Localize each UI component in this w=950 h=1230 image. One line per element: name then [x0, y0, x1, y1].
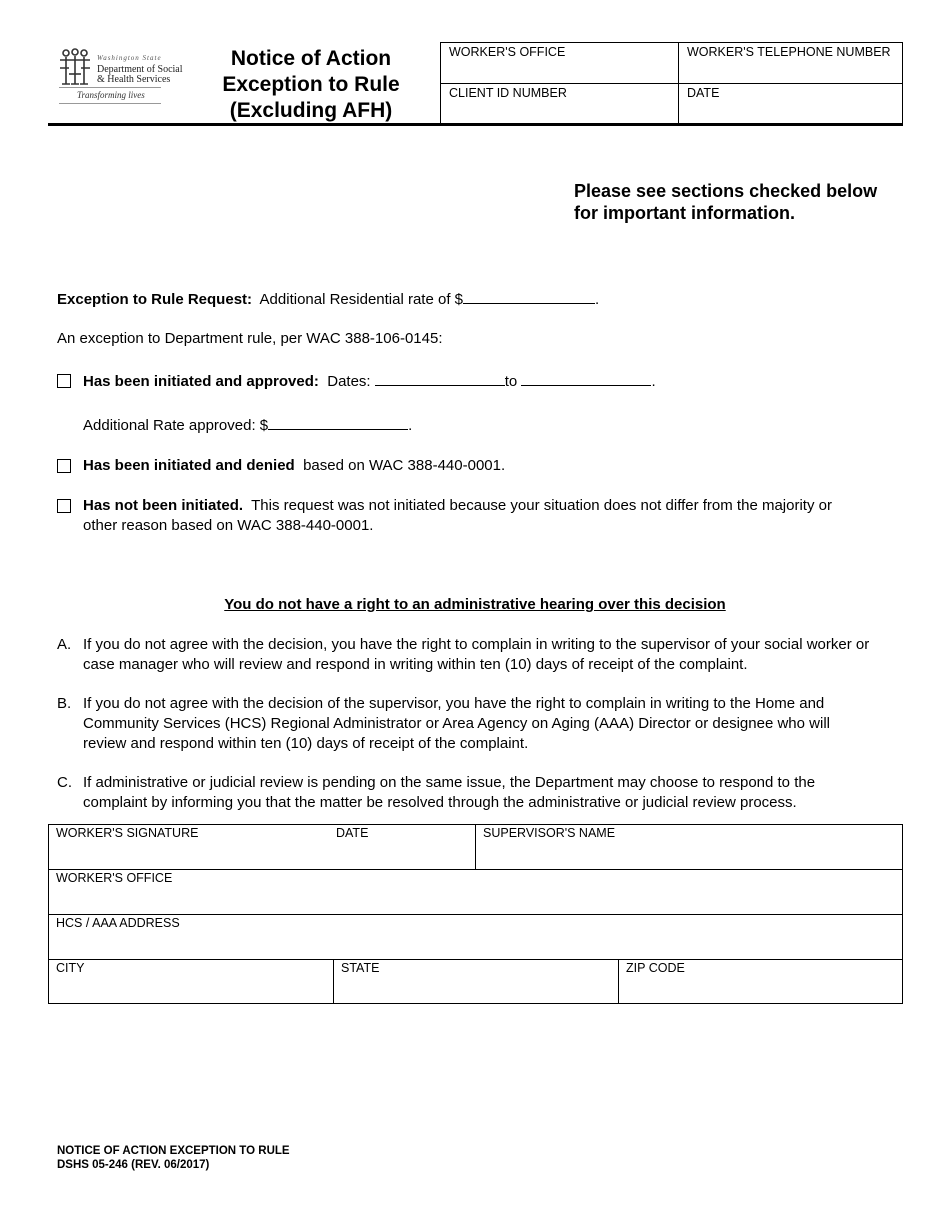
header-client-id-label: CLIENT ID NUMBER	[449, 86, 567, 100]
item-a-letter: A.	[57, 636, 72, 653]
workers-signature-field[interactable]	[49, 825, 329, 869]
header-info-grid	[440, 42, 903, 123]
city-field[interactable]	[49, 960, 333, 1004]
not-initiated-text-1: This request was not initiated because your situation does not differ from the majority or	[251, 497, 832, 514]
form-footer	[57, 1144, 290, 1172]
notice-text	[574, 180, 914, 224]
denied-label: Has been initiated and denied	[83, 457, 295, 474]
title-line-1: Notice of Action	[230, 47, 392, 70]
list-item-a	[0, 635, 950, 675]
not-initiated-line-1	[83, 496, 832, 516]
logo-divider-bottom	[59, 103, 161, 104]
dshs-emblem-icon	[57, 48, 93, 86]
header-workers-office-field[interactable]	[441, 43, 678, 83]
list-item-c	[0, 773, 950, 813]
additional-rate-line	[83, 415, 412, 436]
item-b-line-1: If you do not agree with the decision of the supervisor, you have the right to complain in writing to the Home and	[83, 695, 825, 712]
not-initiated-label: Has not been initiated.	[83, 497, 244, 514]
header-workers-phone-field[interactable]	[679, 43, 904, 83]
approved-label: Has been initiated and approved:	[83, 373, 319, 390]
additional-rate-label: Additional Rate approved: $	[83, 417, 269, 434]
request-line	[57, 289, 599, 310]
supervisors-name-field[interactable]	[476, 825, 902, 869]
approved-date-from-blank[interactable]	[375, 371, 505, 386]
dshs-logo	[57, 46, 183, 106]
header-date-label: DATE	[687, 86, 720, 100]
request-label: Exception to Rule Request:	[57, 291, 253, 308]
city-label: CITY	[56, 961, 85, 975]
supervisors-name-label: SUPERVISOR'S NAME	[483, 826, 616, 840]
item-b-letter: B.	[57, 695, 72, 712]
item-b-body	[83, 694, 903, 754]
header-date-field[interactable]	[679, 84, 904, 124]
item-c-body	[83, 773, 903, 813]
footer-line-1: NOTICE OF ACTION EXCEPTION TO RULE	[57, 1145, 290, 1157]
form-title	[206, 46, 416, 124]
title-line-3: (Excluding AFH)	[229, 99, 393, 122]
logo-tagline: Transforming lives	[77, 90, 145, 100]
header-workers-phone-label: WORKER'S TELEPHONE NUMBER	[687, 45, 891, 59]
signature-form	[48, 824, 903, 1004]
not-initiated-text-2: other reason based on WAC 388-440-0001.	[83, 517, 374, 534]
request-end: .	[595, 291, 600, 308]
notice-line-2: for important information.	[574, 203, 795, 223]
zip-code-label: ZIP CODE	[626, 961, 685, 975]
item-c-line-1: If administrative or judicial review is pending on the same issue, the Department may choose to respond to the	[83, 774, 816, 791]
header-client-id-field[interactable]	[441, 84, 678, 124]
approved-line	[83, 371, 656, 392]
item-c-line-2: complaint by informing you that the matter be resolved through the administrative or judicial review process.	[83, 794, 797, 811]
item-a-line-1: If you do not agree with the decision, you have the right to complain in writing to the supervisor of your social worker or	[83, 636, 870, 653]
denied-checkbox[interactable]	[57, 459, 71, 473]
header-workers-office-label: WORKER'S OFFICE	[449, 45, 566, 59]
request-text: Additional Residential rate of $	[259, 291, 464, 308]
item-c-letter: C.	[57, 774, 72, 791]
zip-code-field[interactable]	[619, 960, 902, 1004]
request-rate-blank[interactable]	[463, 289, 595, 304]
state-label: STATE	[341, 961, 380, 975]
approved-checkbox[interactable]	[57, 374, 71, 388]
logo-dept-line2: & Health Services	[97, 74, 171, 85]
title-line-2: Exception to Rule	[222, 73, 400, 96]
footer-line-2: DSHS 05-246 (REV. 06/2017)	[57, 1159, 210, 1171]
workers-signature-label: WORKER'S SIGNATURE	[56, 826, 199, 840]
signature-date-field[interactable]	[329, 825, 475, 869]
hcs-address-label: HCS / AAA ADDRESS	[56, 916, 180, 930]
form-workers-office-field[interactable]	[49, 870, 902, 914]
intro-text: An exception to Department rule, per WAC 388-106-0145:	[57, 330, 443, 347]
hcs-address-field[interactable]	[49, 915, 902, 959]
notice-line-1: Please see sections checked below	[574, 181, 878, 201]
approved-dates-label: Dates:	[327, 373, 371, 390]
additional-rate-end: .	[408, 417, 413, 434]
item-b-line-2: Community Services (HCS) Regional Administrator or Area Agency on Aging (AAA) Director or designee who will	[83, 715, 830, 732]
hearing-heading: You do not have a right to an administrative hearing over this decision	[224, 596, 726, 613]
logo-dept-line1: Department of Social	[97, 64, 183, 75]
signature-date-label: DATE	[336, 826, 369, 840]
additional-rate-blank[interactable]	[268, 415, 408, 430]
header-rule	[48, 123, 903, 126]
approved-to: to	[504, 373, 518, 390]
item-a-body	[83, 635, 903, 675]
form-workers-office-label: WORKER'S OFFICE	[56, 871, 173, 885]
not-initiated-checkbox[interactable]	[57, 499, 71, 513]
logo-state: Washington State	[97, 54, 162, 62]
list-item-b	[0, 694, 950, 754]
approved-end: .	[651, 373, 656, 390]
denied-text: based on WAC 388-440-0001.	[303, 457, 506, 474]
item-b-line-3: review and respond within ten (10) days of receipt of the complaint.	[83, 735, 529, 752]
state-field[interactable]	[334, 960, 618, 1004]
logo-divider	[59, 87, 161, 88]
approved-date-to-blank[interactable]	[521, 371, 651, 386]
item-a-line-2: case manager who will review and respond in writing within ten (10) days of receipt of the complaint.	[83, 656, 748, 673]
denied-line	[83, 456, 505, 476]
